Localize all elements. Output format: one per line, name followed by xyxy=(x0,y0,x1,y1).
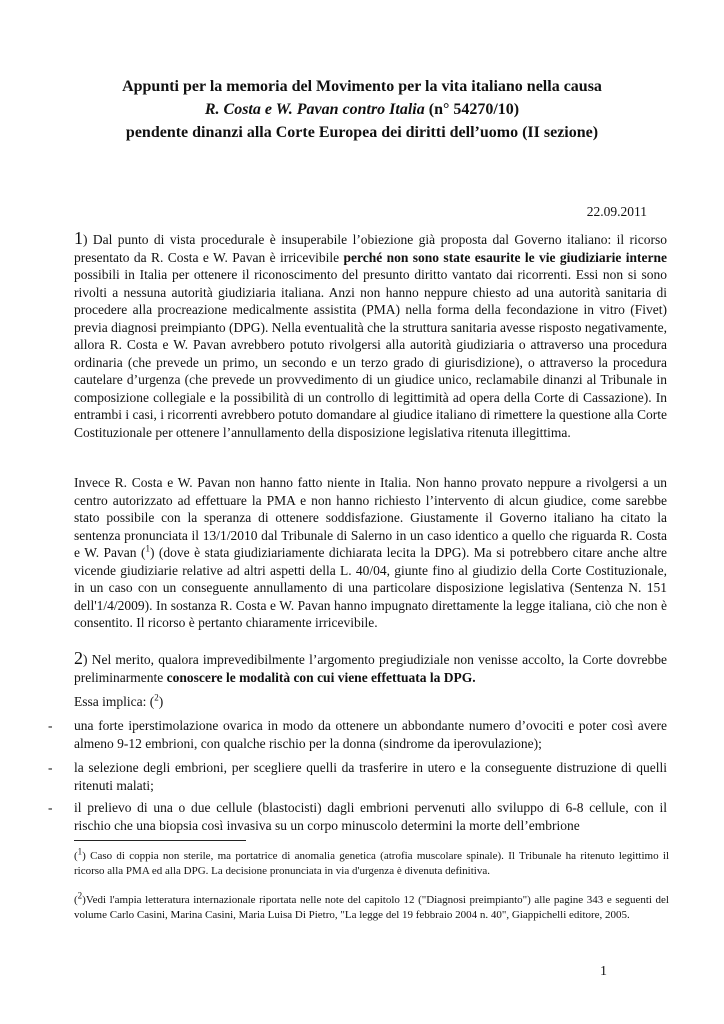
bold-phrase: conoscere le modalità con cui viene effettuata la DPG. xyxy=(166,669,476,685)
footnote-separator xyxy=(74,840,246,841)
section-1-paragraph-2: Invece R. Costa e W. Pavan non hanno fatto niente in Italia. Non hanno provato neppure a rivolgersi a un centro autorizzato ad effettuare la PMA e non hanno richiesto l’intervento di alcun giudice, come sarebbe stato possibile con la speranza di ottenere soddisfazione. Giustamente il Governo italiano ha citato la sentenza pronunciata il 13/1/2010 dal Tribunale di Salerno in un caso identico a quello che riguarda R. Costa e W. Pavan ($^1$) (dove è stata giudiziariamente dichiarata lecita la DPG). Ma si potrebbero citare anche altre vicende giudiziarie relative ad altri aspetti della L. 40/04, giunte fino al giudizio della Corte Costituzionale, in un caso con un conseguente annullamento di una particolare disposizione legislativa (Sentenza N. 151 dell'1/4/2009). In sostanza R. Costa e W. Pavan hanno impugnato direttamente la legge italiana, ciò che non è consentito. Il ricorso è pertanto chiaramente irricevibile. xyxy=(74,475,667,630)
bullet-marker: - xyxy=(48,800,53,815)
bullet-item: il prelievo di una o due cellule (blastocisti) dagli embrioni pervenuti allo sviluppo di 6-8 cellule, con il rischio che una biopsia così invasiva su un corpo minuscolo determini la morte dell’embrione xyxy=(74,800,667,833)
bullet-item: la selezione degli embrioni, per scegliere quelli da trasferire in utero e la conseguente distruzione di quelli ritenuti malati; xyxy=(74,760,667,793)
document-date: 22.09.2011 xyxy=(586,204,647,219)
footnote-ref: 2 xyxy=(154,692,159,703)
section-number: 1 xyxy=(74,228,83,248)
footnote-ref: 1 xyxy=(145,543,150,554)
page-number: 1 xyxy=(600,964,607,979)
footnote-1: ($^1$) Caso di coppia non sterile, ma portatrice di anomalia genetica (atrofia muscolare spinale). Il Tribunale ha ritenuto legittimo il ricorso alla PMA ed alla DPG. La decisione pronunciata in via d'urgenza è divenuta definitiva. xyxy=(74,846,669,877)
footnote-2: ($^2$)Vedi l'ampia letteratura internazionale riportata nelle note del capitolo 12 ("Diagnosi preimpianto") alle pagine 343 e seguenti del volume Carlo Casini, Marina Casini, Maria Luisa Di Pietro, "La legge del 19 febbraio 2004 n. 40", Giappichelli editore, 2005. xyxy=(74,890,669,921)
implica-line: Essa implica: ($^2$) xyxy=(74,692,164,709)
bold-phrase: perché non sono state esaurite le vie giudiziarie interne xyxy=(343,249,667,265)
section-1-paragraph-1: 1) Dal punto di vista procedurale è insuperabile l’obiezione già proposta dal Governo italiano: il ricorso presentato da R. Costa e W. Pavan è irricevibile perché non sono state esaurite le vie giudiziarie interne possibili in Italia per ottenere il riconoscimento del presunto diritto vantato dai ricorrenti. Essi non si sono rivolti a nessuna autorità giudiziaria italiana. Anzi non hanno neppure chiesto ad una autorità sanitaria di procedere alla procreazione medicalmente assistita (PMA) nella forma della fecondazione in vitro (Fivet) previa diagnosi preimpianto (DPG). Nella eventualità che la struttura sanitaria avesse risposto negativamente, allora R. Costa e W. Pavan avrebbero potuto rivolgersi alla autorità giudiziaria o attraverso una procedura ordinaria (che prevede un primo, un secondo e un terzo grado di giurisdizione), o attraverso la procedura cautelare d’urgenza (che prevede un provvedimento di un giudice unico, reclamabile dinanzi al Tribunale in composizione collegiale e la possibilità di un controllo di legittimità ad opera della Corte di Cassazione). In entrambi i casi, i ricorrenti avrebbero potuto domandare al giudice italiano di rimettere la questione alla Corte Costituzionale per ottenere l’annullamento della disposizione legislativa ritenuta illegittima. xyxy=(74,228,667,440)
bullet-marker: - xyxy=(48,760,53,775)
title-line-2 xyxy=(0,99,724,121)
case-name: R. Costa e W. Pavan contro Italia xyxy=(204,101,425,118)
bullet-marker: - xyxy=(48,718,53,733)
section-number: 2 xyxy=(74,648,83,668)
title-line-1: Appunti per la memoria del Movimento per la vita italiano nella causa xyxy=(122,78,602,95)
title-line-3: pendente dinanzi alla Corte Europea dei diritti dell’uomo (II sezione) xyxy=(125,124,599,141)
section-2-paragraph-1: 2) Nel merito, qualora imprevedibilmente l’argomento pregiudiziale non venisse accolto, la Corte dovrebbe preliminarmente conoscere le modalità con cui viene effettuata la DPG. xyxy=(74,648,667,685)
bullet-item: una forte iperstimolazione ovarica in modo da ottenere un abbondante numero d’ovociti e poter così avere almeno 9-12 embrioni, con qualche rischio per la donna (sindrome da iperovulazione); xyxy=(74,718,667,751)
case-number: (n° 54270/10) xyxy=(424,101,520,118)
